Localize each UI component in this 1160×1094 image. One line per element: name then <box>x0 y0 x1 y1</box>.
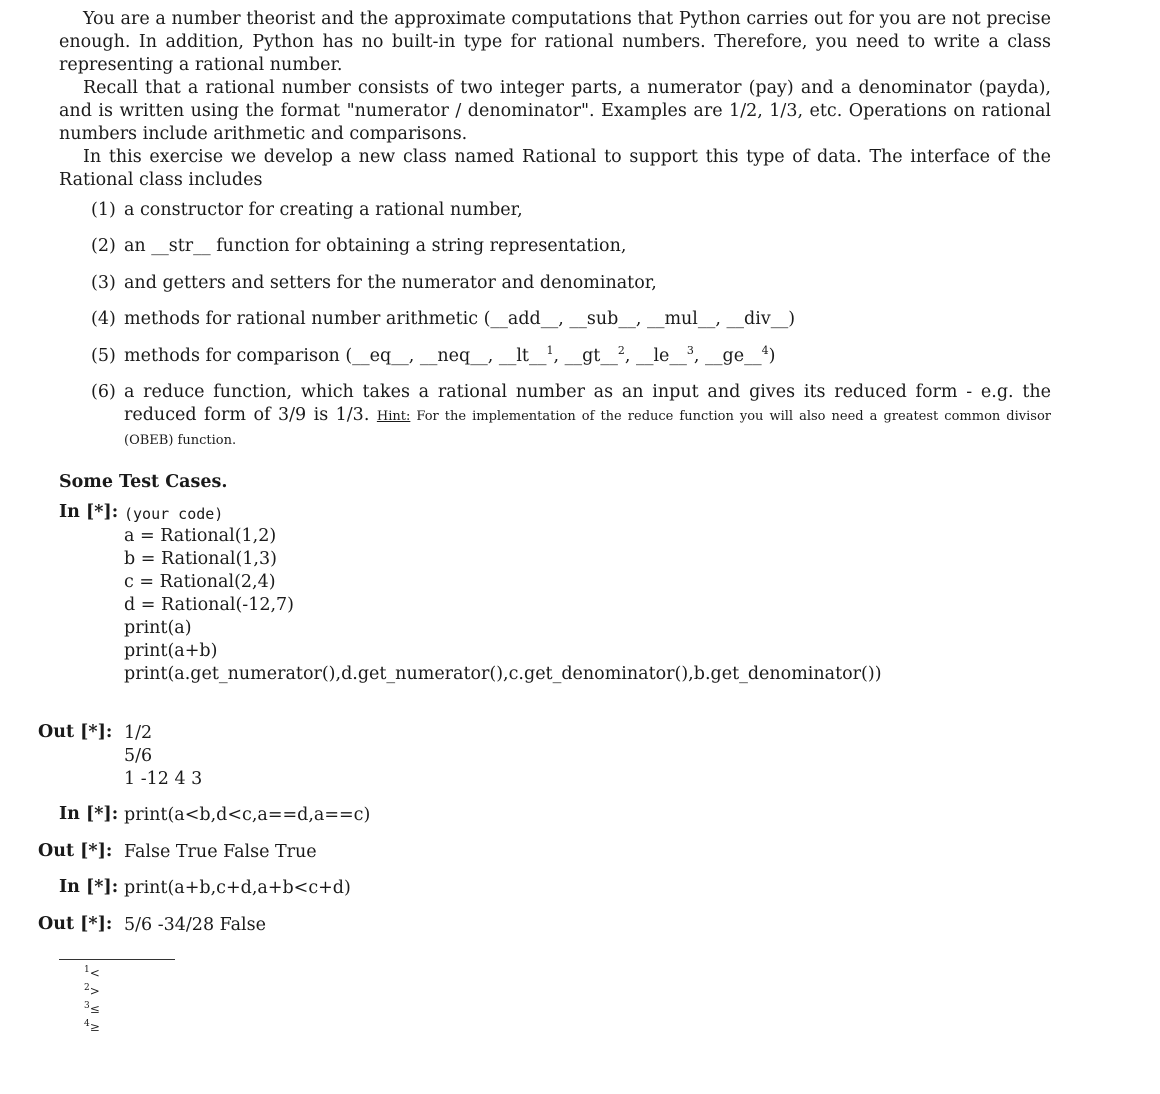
output-line: False True False True <box>124 842 317 862</box>
hint-text: For the implementation of the reduce function you will also need a greatest common divisor (OBEB) function. <box>124 409 1052 448</box>
footnote-symbol: > <box>89 984 100 998</box>
intro-paragraph-3: In this exercise we develop a new class named Rational to support this type of data. The interface of the Rational class includes <box>59 147 1051 190</box>
hint-label: Hint: <box>376 409 411 424</box>
code-line: print(a<b,d<c,a==d,a==c) <box>124 805 371 825</box>
output-line: 5/6 -34/28 False <box>124 915 266 935</box>
output-line: 5/6 <box>124 746 153 766</box>
footnote-marker[interactable]: 3 <box>686 344 694 358</box>
footnote-marker[interactable]: 4 <box>761 344 769 358</box>
list-number: (5) <box>91 346 116 366</box>
in-prompt: In [*]: <box>59 804 119 824</box>
comparison-text: , __ge__ <box>693 346 762 366</box>
footnote-number: 4 <box>84 1019 90 1029</box>
list-text: and getters and setters for the numerator and denominator, <box>124 273 657 293</box>
footnote-number: 1 <box>84 965 90 975</box>
out-prompt: Out [*]: <box>38 914 113 934</box>
code-line: c = Rational(2,4) <box>124 572 276 592</box>
footnote <box>84 967 100 980</box>
out-prompt: Out [*]: <box>38 722 113 742</box>
list-number: (3) <box>91 273 116 293</box>
footnote-symbol: < <box>89 966 100 980</box>
code-line: a = Rational(1,2) <box>124 526 277 546</box>
list-number: (4) <box>91 309 116 329</box>
footnote-number: 2 <box>84 983 90 993</box>
list-text <box>124 345 1051 368</box>
comparison-text: methods for comparison (__eq__, __neq__, __lt__ <box>124 346 547 366</box>
code-line: d = Rational(-12,7) <box>124 595 295 615</box>
footnote-marker[interactable]: 1 <box>546 344 554 358</box>
code-comment: (your code) <box>124 505 224 523</box>
footnote-marker[interactable]: 2 <box>617 344 625 358</box>
code-line: print(a+b,c+d,a+b<c+d) <box>124 878 351 898</box>
test-cases-heading: Some Test Cases. <box>59 472 228 492</box>
footnote-number: 3 <box>84 1001 90 1011</box>
list-number: (6) <box>91 382 116 402</box>
code-line: print(a) <box>124 618 192 638</box>
list-number: (1) <box>91 200 116 220</box>
footnote-symbol: ≤ <box>89 1002 100 1016</box>
in-prompt: In [*]: <box>59 877 119 897</box>
intro-paragraph-2: Recall that a rational number consists of two integer parts, a numerator (pay) and a denominator (payda), and is written using the format "numerator / denominator". Examples are 1/2, 1/3, etc. Operations on rational numbers include arithmetic and comparisons. <box>59 78 1051 144</box>
out-prompt: Out [*]: <box>38 841 113 861</box>
list-text: a constructor for creating a rational number, <box>124 200 523 220</box>
list-text <box>124 381 1051 452</box>
footnote <box>84 1021 100 1034</box>
footnote <box>84 985 100 998</box>
list-text: methods for rational number arithmetic (__add__, __sub__, __mul__, __div__) <box>124 309 796 329</box>
code-line: b = Rational(1,3) <box>124 549 277 569</box>
footnote-divider <box>59 959 175 960</box>
list-number: (2) <box>91 236 116 256</box>
comparison-text: ) <box>768 346 776 366</box>
footnote <box>84 1003 100 1016</box>
code-line: print(a.get_numerator(),d.get_numerator(),c.get_denominator(),b.get_denominator()) <box>124 664 882 684</box>
output-line: 1 -12 4 3 <box>124 769 203 789</box>
comparison-text: , __le__ <box>624 346 687 366</box>
output-line: 1/2 <box>124 723 153 743</box>
comparison-text: , __gt__ <box>553 346 618 366</box>
in-prompt: In [*]: <box>59 502 119 522</box>
intro-paragraph-1: You are a number theorist and the approximate computations that Python carries out for you are not precise enough. In addition, Python has no built-in type for rational numbers. Therefore, you need to write a class representing a rational number. <box>59 9 1051 75</box>
code-line: print(a+b) <box>124 641 218 661</box>
footnote-symbol: ≥ <box>89 1020 100 1034</box>
list-text: an __str__ function for obtaining a string representation, <box>124 236 627 256</box>
reduce-text: a reduce function, which takes a rational number as an input and gives its reduced form - e.g. the reduced form of 3/9 is 1/3. <box>124 382 1051 425</box>
